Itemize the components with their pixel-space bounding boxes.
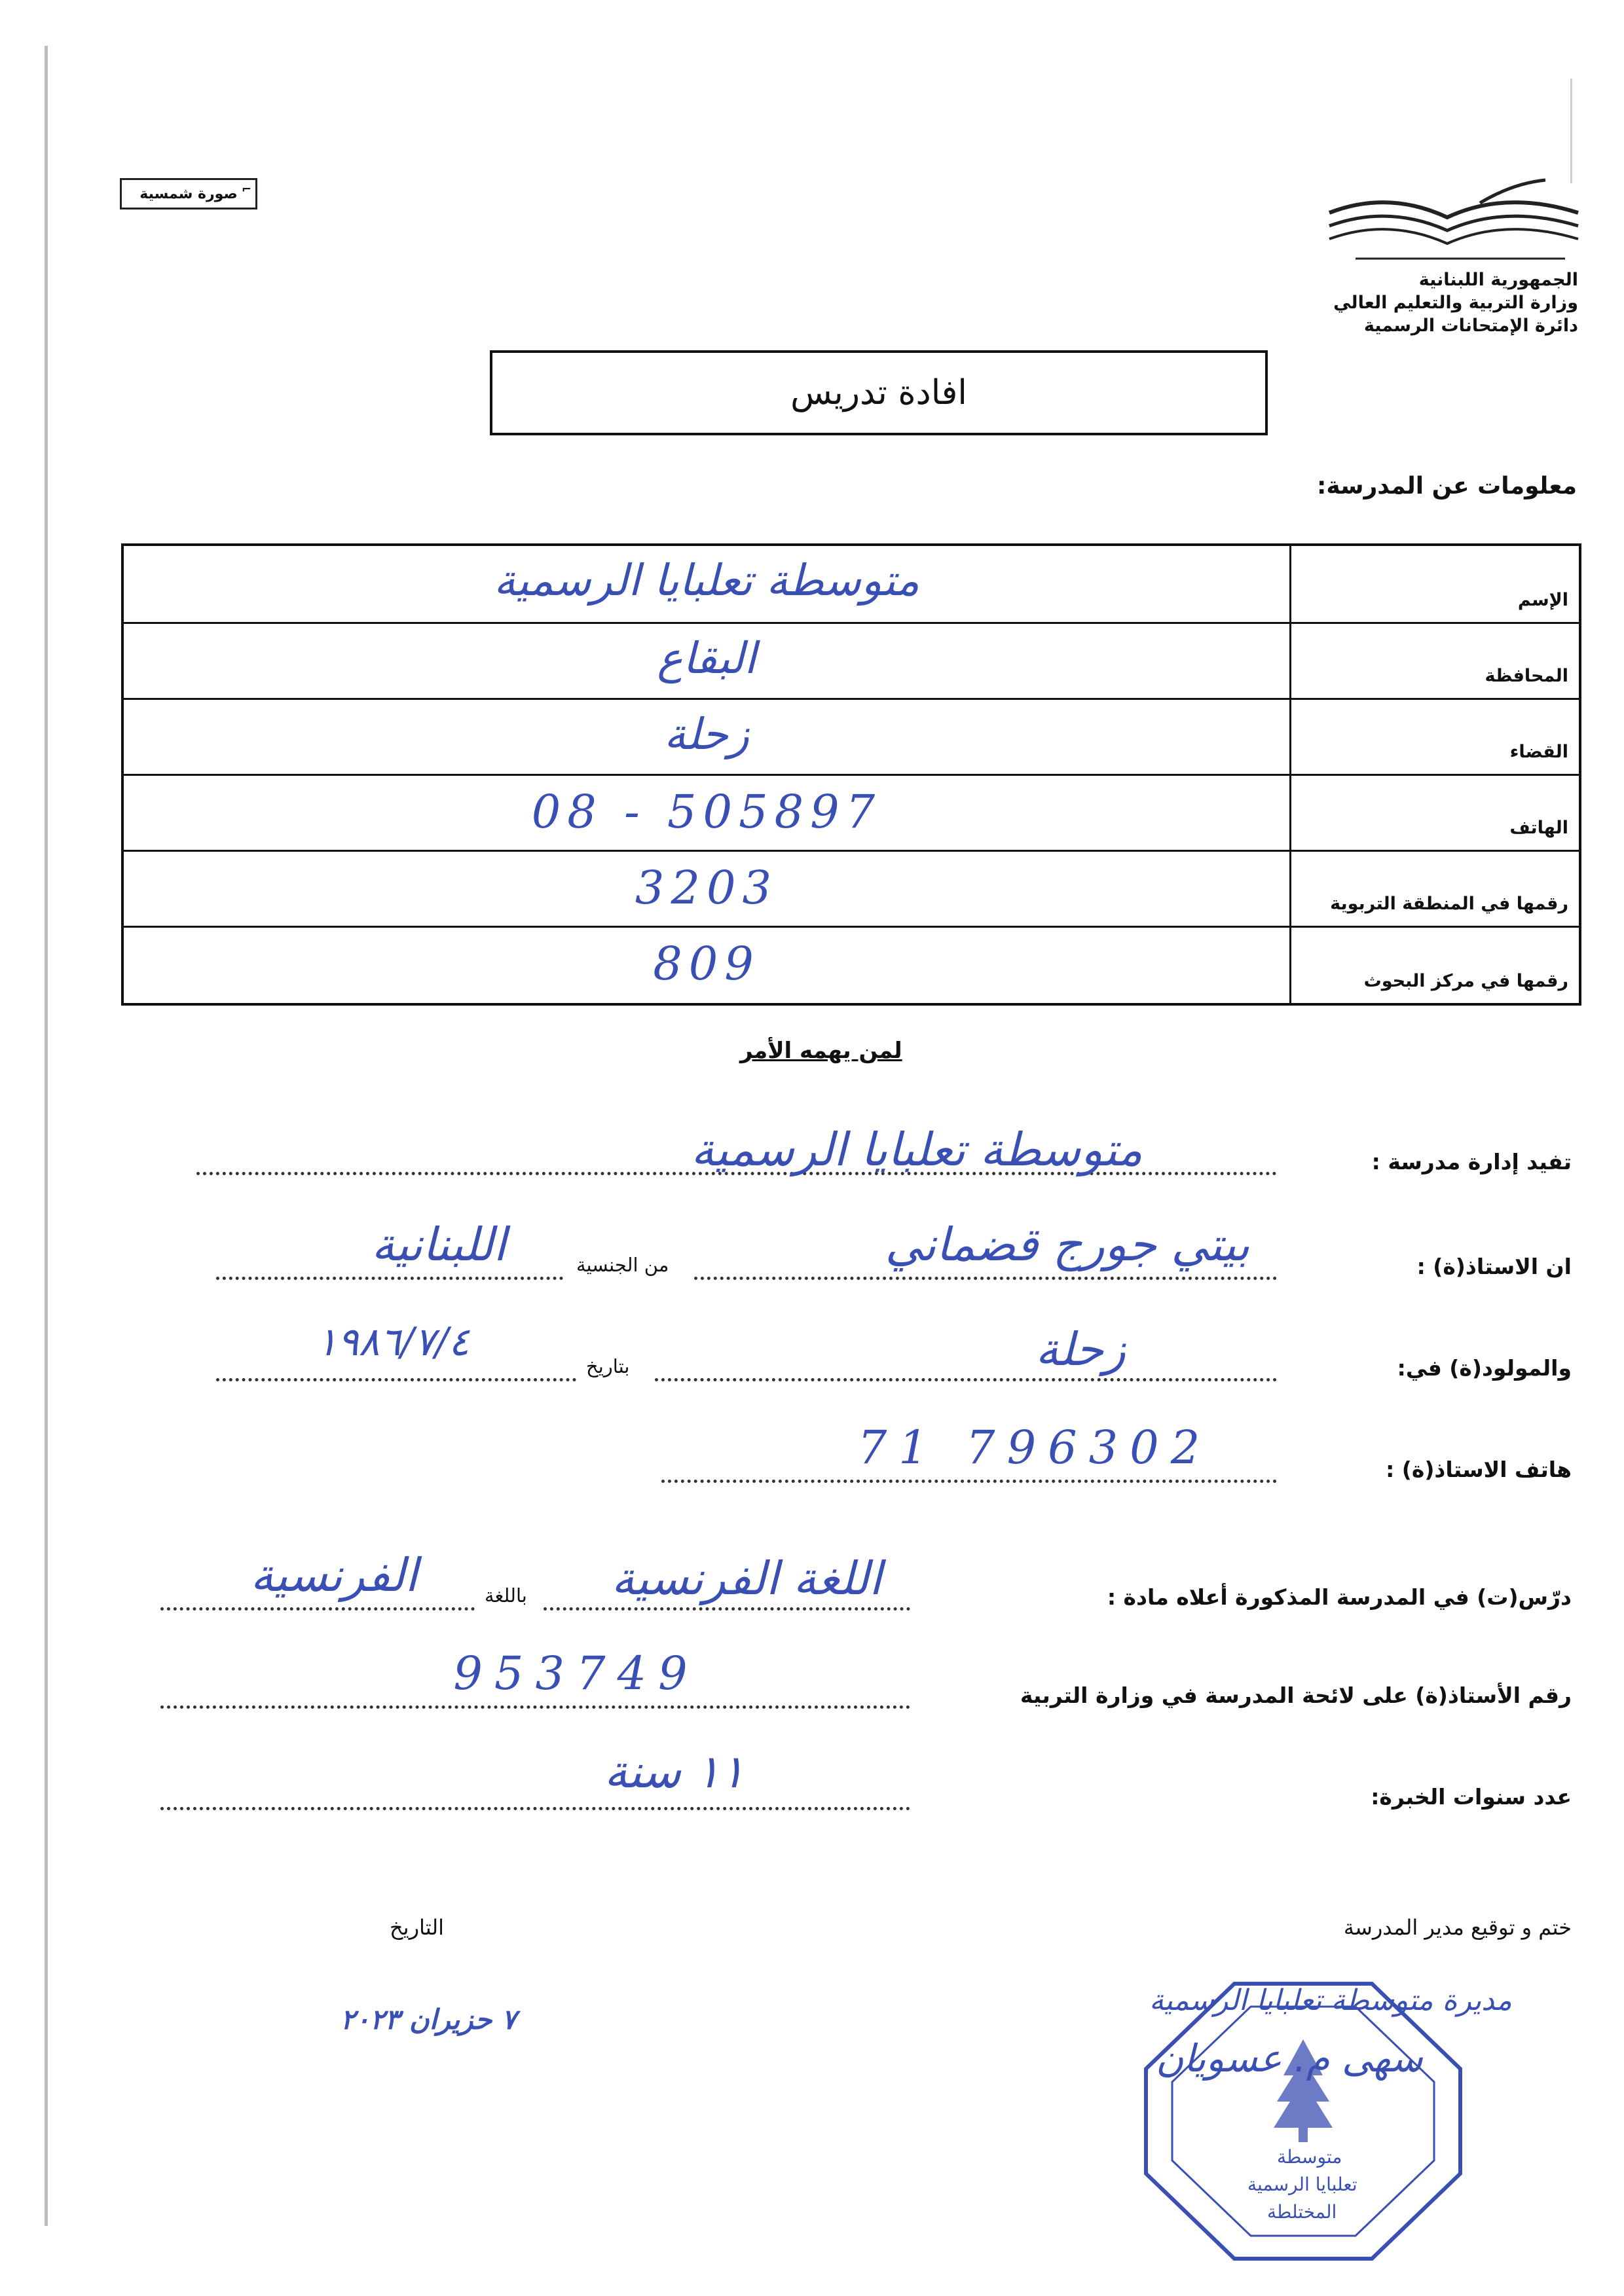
governorate-value: البقاع — [657, 633, 756, 683]
school-info-heading: معلومات عن المدرسة: — [1316, 473, 1577, 500]
scan-edge-line-right — [1570, 79, 1572, 183]
stamp-inner-line-3: المختلطة — [1267, 2201, 1337, 2223]
dotted-line — [694, 1277, 1277, 1280]
country-name: الجمهورية اللبنانية — [1418, 270, 1578, 290]
teacher-phone-label: هاتف الاستاذ(ة) : — [1386, 1457, 1572, 1482]
district-label: القضاء — [1509, 742, 1568, 762]
experience-value: ١١ سنة — [604, 1745, 745, 1798]
teacher-label: ان الاستاذ(ة) : — [1416, 1254, 1572, 1279]
book-logo-icon — [1316, 177, 1591, 268]
to-whom-it-may-concern: لمن يهمه الأمر — [740, 1038, 902, 1064]
dotted-line — [661, 1480, 1277, 1483]
school-name-label: الإسم — [1517, 590, 1568, 610]
table-row — [124, 546, 1579, 622]
research-number-label: رقمها في مركز البحوث — [1363, 971, 1568, 991]
region-number-value: 3203 — [635, 861, 779, 915]
teacher-number-value: 953749 — [453, 1647, 699, 1700]
document-title-box — [490, 350, 1268, 435]
table-row — [124, 926, 1579, 1003]
experience-label: عدد سنوات الخبرة: — [1371, 1784, 1572, 1810]
dotted-line — [160, 1705, 910, 1709]
dotted-line — [655, 1378, 1277, 1381]
stamp-handwriting-1: مديرة متوسطة تعلبايا الرسمية — [1149, 1984, 1512, 2017]
scan-edge-line — [45, 46, 48, 2226]
department-name: دائرة الإمتحانات الرسمية — [1363, 316, 1578, 336]
region-number-label: رقمها في المنطقة التربوية — [1330, 894, 1568, 914]
born-date-label: بتاريخ — [586, 1355, 630, 1377]
language-label: باللغة — [485, 1584, 527, 1607]
table-row — [124, 698, 1579, 774]
phone-value: 08 - 505897 — [531, 785, 882, 839]
table-row — [124, 774, 1579, 850]
taught-label: درّس(ت) في المدرسة المذكورة أعلاه مادة : — [1107, 1584, 1572, 1610]
teacher-number-label: رقم الأستاذ(ة) على لائحة المدرسة في وزارة التربية — [1020, 1683, 1572, 1708]
teacher-name-value: بيتي جورج قضماني — [885, 1218, 1250, 1271]
nationality-value: اللبنانية — [371, 1218, 506, 1271]
district-value: زحلة — [664, 709, 749, 759]
born-place-value: زحلة — [1035, 1322, 1126, 1376]
dotted-line — [216, 1277, 563, 1280]
dotted-line — [160, 1607, 475, 1611]
folded-corner-icon: ⌐ — [241, 183, 251, 196]
photo-box-label: صورة شمسية — [139, 185, 238, 202]
subject-value: اللغة الفرنسية — [611, 1552, 882, 1605]
dotted-line — [544, 1607, 910, 1611]
dotted-line — [160, 1807, 910, 1810]
ministry-header — [1303, 268, 1578, 337]
school-name-value: متوسطة تعلبايا الرسمية — [493, 555, 920, 606]
born-date-value: ١٩٨٦/٧/٤ — [316, 1319, 470, 1365]
date-label: التاريخ — [390, 1915, 445, 1940]
stamp-inner-line-2: تعلبايا الرسمية — [1247, 2174, 1357, 2195]
signature-label: ختم و توقيع مدير المدرسة — [1343, 1915, 1572, 1940]
language-value: الفرنسية — [250, 1548, 418, 1602]
stamp-handwriting-2: سهى م. عسويان — [1156, 2036, 1423, 2081]
school-info-table — [121, 543, 1581, 1006]
stamp-inner-line-1: متوسطة — [1277, 2146, 1342, 2168]
school-value: متوسطة تعلبايا الرسمية — [691, 1123, 1143, 1176]
document-title: افادة تدريس — [790, 373, 967, 412]
research-number-value: 809 — [653, 937, 760, 991]
photo-box — [120, 178, 257, 210]
governorate-label: المحافظة — [1485, 666, 1568, 686]
school-label: تفيد إدارة مدرسة : — [1371, 1149, 1572, 1175]
nationality-label: من الجنسية — [576, 1254, 669, 1276]
school-stamp — [1136, 1977, 1512, 2265]
born-label: والمولود(ة) في: — [1397, 1355, 1572, 1381]
dotted-line — [216, 1378, 576, 1381]
date-value: ٧ حزيران ٢٠٢٣ — [341, 2003, 517, 2035]
phone-label: الهاتف — [1509, 818, 1568, 838]
teacher-phone-value: 71 796302 — [857, 1421, 1212, 1474]
table-row — [124, 850, 1579, 926]
table-row — [124, 622, 1579, 698]
ministry-name: وزارة التربية والتعليم العالي — [1333, 293, 1578, 313]
